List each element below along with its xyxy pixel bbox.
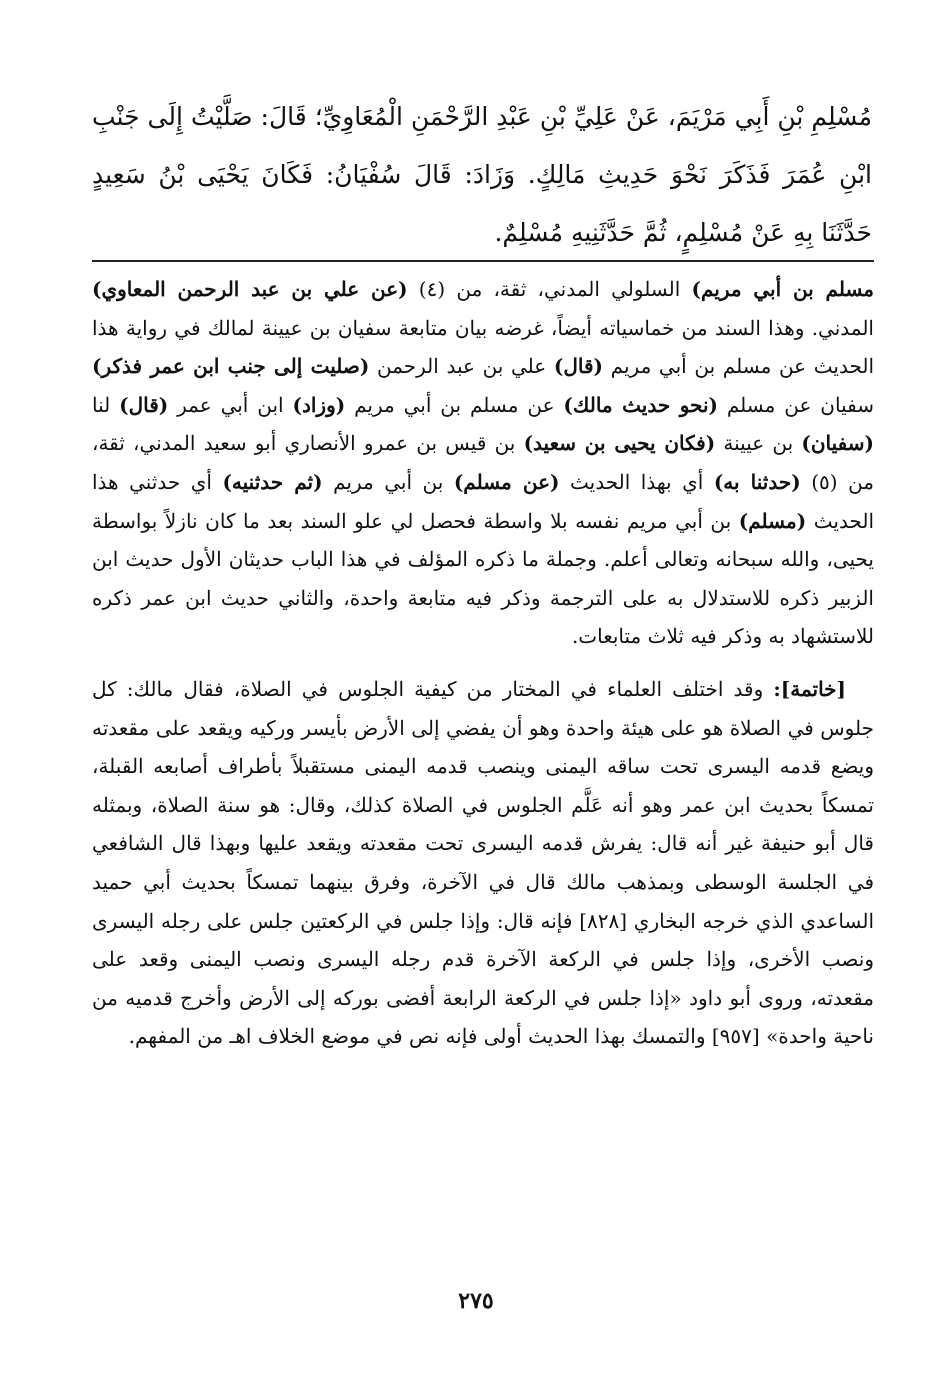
commentary-bold-span: (قال): [119, 392, 169, 417]
commentary-text-span: أي حدثني هذا الحديث: [92, 469, 874, 533]
commentary-text-span: السلولي المدني، ثقة، من (٤): [407, 277, 692, 301]
commentary-bold-span: (نحو حديث مالك): [563, 392, 718, 417]
commentary-bold-span: (حدثنا به): [713, 469, 801, 494]
commentary-bold-span: مسلم بن أبي مريم): [691, 277, 875, 301]
commentary-section: [92, 270, 874, 1056]
commentary-text-span: لنا: [92, 392, 120, 417]
commentary-bold-span: (ثم حدثنيه): [222, 469, 323, 494]
commentary-text-span: بن أبي مريم نفسه بلا واسطة فحصل لي علو السند بعد ما كان نازلاً بواسطة يحيى، والله سبحانه وتعالى أعلم. وجملة ما ذكره المؤلف في هذا الباب حديثان الأول حديث ابن الزبير ذكره للاستدلال به على الترجمة وذكر فيه متابعة واحدة، والثاني حديث ابن عمر ذكره للاستشهاد به وذكر فيه ثلاث متابعات.: [92, 508, 874, 649]
closing-note-text: وقد اختلف العلماء في المختار من كيفية الجلوس في الصلاة، فقال مالك: كل جلوس في الصلاة هو على هيئة واحدة وهو أن يفضي إلى الأرض بأيسر وركيه ويقعد على مقعدته ويضع قدمه اليسرى تحت ساقه اليمنى وينصب قدمه اليمنى مستقبلاً بأطراف أصابعه القبلة، تمسكاً بحديث ابن عمر وهو أنه عَلَّم الجلوس في الصلاة كذلك، وقال: هو سنة الصلاة، وبمثله قال أبو حنيفة غير أنه قال: يفرش قدمه اليسرى تحت مقعدته ويقعد عليها وبهذا قال الشافعي في الجلسة الوسطى وبمذهب مالك قال في الآخرة، وفرق بينهما تمسكاً بحديث أبي حميد الساعدي الذي خرجه البخاري [٨٢٨] فإنه قال: وإذا جلس في الركعتين جلس على رجله اليسرى ونصب الأخرى، وإذا جلس في الركعة الآخرة قدم رجله اليسرى ونصب اليمنى وقعد على مقعدته، وروى أبو داود «إذا جلس في الركعة الرابعة أفضى بوركه إلى الأرض وأخرج قدميه من ناحية واحدة» [٩٥٧] والتمسك بهذا الحديث أولى فإنه نص في موضع الخلاف اهـ من المفهم.: [92, 676, 874, 1049]
commentary-text-span: سفيان عن مسلم: [717, 392, 874, 417]
commentary-text-span: بن عيينة: [715, 431, 802, 456]
commentary-bold-span: (سفيان): [801, 431, 874, 456]
commentary-text-span: المدني. وهذا السند من خماسياته أيضاً، غرضه بيان متابعة سفيان بن عيينة لمالك في رواية هذا الحديث عن مسلم بن أبي مريم: [92, 315, 875, 379]
commentary-bold-span: (قال): [553, 354, 604, 379]
commentary-bold-span: (وزاد): [292, 392, 346, 417]
footnote-divider: [92, 260, 874, 262]
commentary-text-span: علي بن عبد الرحمن: [369, 354, 554, 379]
page-number: ٢٧٥: [458, 1288, 494, 1314]
commentary-text-span: بن أبي مريم: [322, 469, 454, 494]
closing-note-paragraph: [92, 670, 874, 1056]
commentary-text-span: عن مسلم بن أبي مريم: [345, 392, 564, 417]
commentary-bold-span: (مسلم): [738, 508, 807, 533]
commentary-bold-span: (عن مسلم): [453, 469, 560, 494]
commentary-text-span: بن قيس بن عمرو الأنصاري أبو سعيد المدني، ثقة، من (٥): [92, 431, 875, 494]
hadith-main-text: مُسْلِمِ بْنِ أَبِي مَرْيَمَ، عَنْ عَلِيِّ بْنِ عَبْدِ الرَّحْمَنِ الْمُعَاوِيِّ؛ قَالَ: صَلَّيْتُ إِلَى جَنْبِ ابْنِ عُمَرَ فَذَكَرَ نَحْوَ حَدِيثِ مَالِكٍ. وَزَادَ: قَالَ سُفْيَانُ: فَكَانَ يَحْيَى بْنُ سَعِيدٍ حَدَّثَنَا بِهِ عَنْ مُسْلِمٍ، ثُمَّ حَدَّثَنِيهِ مُسْلِمٌ.: [92, 102, 872, 247]
commentary-bold-span: (عن علي بن عبد الرحمن المعاوي): [92, 277, 408, 301]
commentary-paragraph: [92, 270, 874, 656]
commentary-text-span: أي بهذا الحديث: [559, 469, 714, 494]
closing-note-label: [خاتمة]:: [773, 676, 846, 701]
commentary-bold-span: (فكان يحيى بن سعيد): [523, 431, 716, 456]
commentary-bold-span: (صليت إلى جنب ابن عمر فذكر): [92, 354, 370, 379]
commentary-text-span: ابن أبي عمر: [168, 392, 293, 417]
